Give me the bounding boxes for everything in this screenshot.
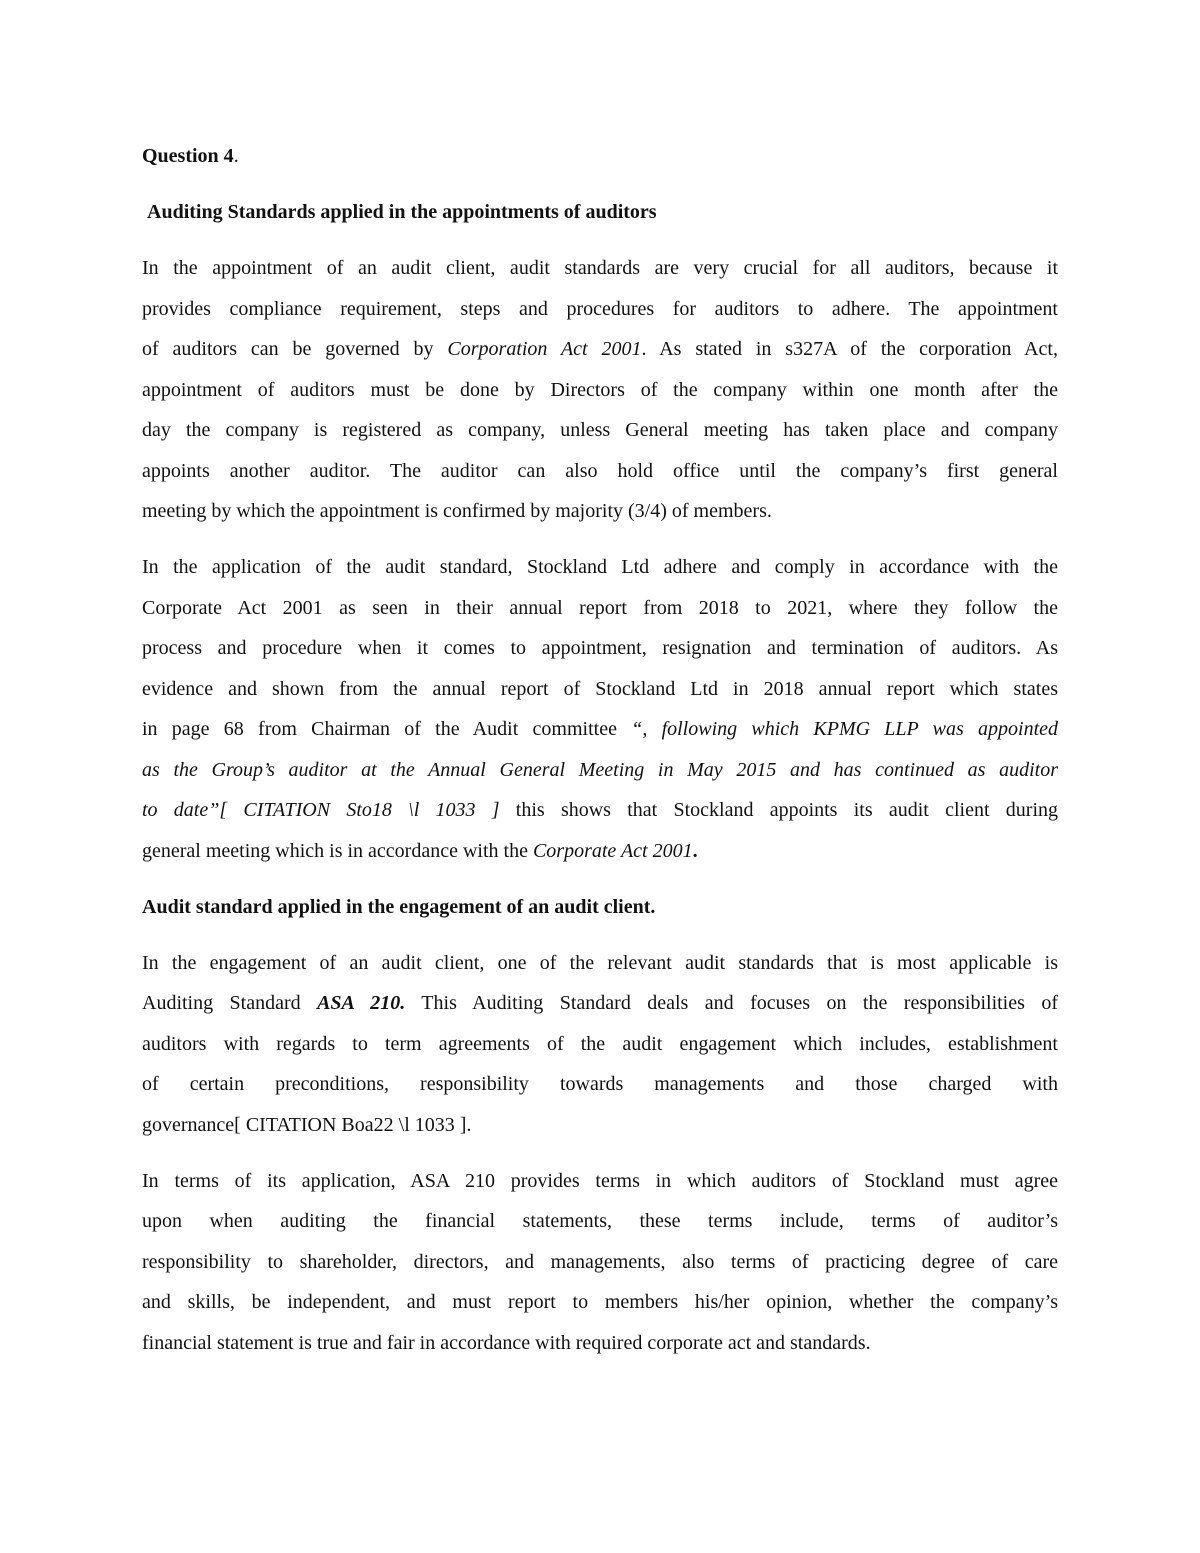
text-line (142, 329, 1058, 370)
text-run: Corporate Act 2001 as seen in their annual report from 2018 to 2021, where they follow the (142, 596, 1058, 619)
text-run: ASA 210. (317, 992, 406, 1014)
text-line (142, 588, 1058, 629)
text-run: process and procedure when it comes to appointment, resignation and termination of auditors. As (142, 637, 1058, 659)
text-run: general meeting which is in accordance with the (142, 839, 533, 862)
text-run: appointment of auditors must be done by Directors of the company within one month after the (142, 378, 1058, 401)
text-run: Corporate Act 2001 (532, 839, 693, 862)
text-run: and skills, be independent, and must report to members his/her opinion, whether the company’s (142, 1291, 1058, 1313)
section-heading (142, 136, 1058, 177)
text-line (142, 547, 1058, 588)
text-line (142, 831, 1058, 872)
text-line (142, 750, 1058, 791)
text-run: Auditing Standards applied in the appointments of auditors (147, 201, 657, 223)
text-line (142, 410, 1058, 451)
text-line (142, 451, 1058, 492)
text-run: auditors with regards to term agreements of the audit engagement which includes, establishment (142, 1032, 1058, 1055)
text-run: In the engagement of an audit client, one of the relevant audit standards that is most applicable is (142, 951, 1058, 974)
text-run: day the company is registered as company, unless General meeting has taken place and company (142, 419, 1058, 441)
text-run: of auditors can be governed by (142, 338, 448, 360)
text-run: Question 4 (142, 145, 234, 167)
text-run: . As stated in s327A of the corporation Act, (641, 338, 1058, 360)
text-line (142, 1024, 1058, 1065)
text-run: in page 68 from Chairman of the Audit committee (142, 718, 632, 740)
text-run: provides compliance requirement, steps and procedures for auditors to adhere. The appointment (142, 297, 1058, 320)
text-run: financial statement is true and fair in accordance with required corporate act and standards. (142, 1331, 871, 1354)
text-line (142, 943, 1058, 984)
text-run: this shows that Stockland appoints its audit client during (499, 799, 1059, 821)
text-run: Audit standard applied in the engagement of an audit client. (142, 895, 656, 918)
text-line (142, 289, 1058, 330)
body-paragraph (142, 943, 1058, 1146)
text-line (142, 1064, 1058, 1105)
text-line (142, 1105, 1058, 1146)
text-line (142, 136, 1058, 177)
text-line (142, 1242, 1058, 1283)
text-run: to date”[ CITATION Sto18 \l 1033 ] (142, 799, 500, 821)
text-run: governance[ CITATION Boa22 \l 1033 ]. (142, 1113, 472, 1136)
text-run: . (692, 839, 698, 862)
body-paragraph (142, 1161, 1058, 1364)
text-line (142, 887, 1058, 928)
section-heading (142, 887, 1058, 928)
text-run: of certain preconditions, responsibility towards managements and those charged with (142, 1073, 1058, 1095)
text-line (142, 983, 1058, 1024)
text-line (142, 370, 1058, 411)
text-line (142, 248, 1058, 289)
text-line (142, 1161, 1058, 1202)
text-run: meeting by which the appointment is confirmed by majority (3/4) of members. (142, 500, 772, 522)
text-line (142, 790, 1058, 831)
body-paragraph (142, 547, 1058, 871)
text-line (142, 669, 1058, 710)
text-line (142, 709, 1058, 750)
text-line (142, 1323, 1058, 1364)
text-run: “, following which KPMG LLP was appointed (631, 718, 1058, 740)
text-line (147, 192, 1058, 233)
text-run: In the appointment of an audit client, audit standards are very crucial for all auditors, because it (142, 257, 1058, 279)
text-run: Corporation Act 2001 (447, 338, 642, 360)
text-line (142, 1282, 1058, 1323)
text-run: . (233, 145, 239, 167)
text-line (142, 491, 1058, 532)
text-run: Auditing Standard (142, 992, 318, 1014)
text-run: In terms of its application, ASA 210 provides terms in which auditors of Stockland must agree (142, 1169, 1058, 1192)
text-run: responsibility to shareholder, directors, and managements, also terms of practicing degree of care (142, 1250, 1058, 1273)
text-line (142, 628, 1058, 669)
section-heading (142, 192, 1058, 233)
document-page (142, 136, 1058, 1379)
text-run: evidence and shown from the annual report of Stockland Ltd in 2018 annual report which states (142, 677, 1058, 700)
text-run: This Auditing Standard deals and focuses on the responsibilities of (405, 992, 1058, 1014)
body-paragraph (142, 248, 1058, 532)
text-line (142, 1201, 1058, 1242)
text-run: appoints another auditor. The auditor can also hold office until the company’s first general (142, 459, 1058, 482)
text-run: as the Group’s auditor at the Annual General Meeting in May 2015 and has continued as auditor (142, 758, 1058, 781)
text-run: upon when auditing the financial statements, these terms include, terms of auditor’s (142, 1210, 1058, 1232)
text-run: In the application of the audit standard, Stockland Ltd adhere and comply in accordance with the (142, 556, 1058, 578)
